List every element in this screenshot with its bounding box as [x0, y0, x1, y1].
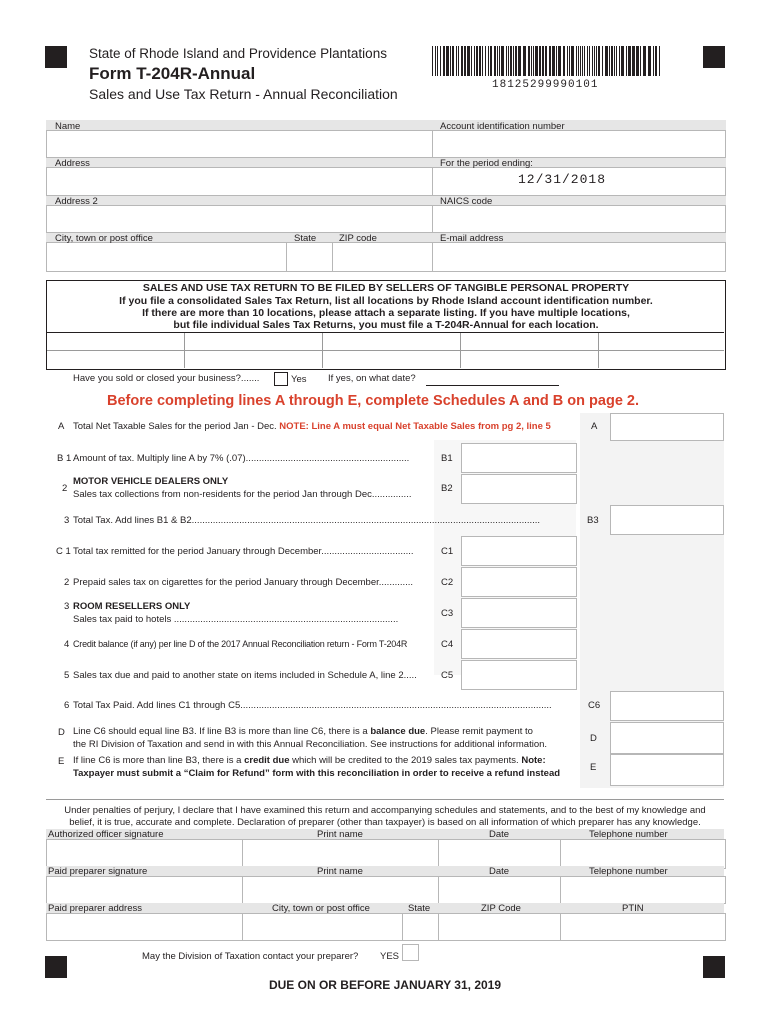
barcode-bar — [510, 46, 512, 76]
line-e-note-label: Note: — [521, 755, 546, 766]
barcode-bar — [621, 46, 624, 76]
line-c4-num: 4 — [64, 639, 70, 650]
barcode-bar — [545, 46, 547, 76]
line-c6-amount[interactable] — [610, 691, 724, 721]
closed-date-input[interactable] — [426, 385, 559, 386]
line-e-text-2: Taxpayer must submit a “Claim for Refund” form with this reconciliation in order to receive a refund instead — [73, 768, 561, 779]
instruction-banner: Before completing lines A through E, complete Schedules A and B on page 2. — [107, 393, 640, 409]
preparer-telephone-label: Telephone number — [589, 866, 668, 877]
line-e-amount[interactable] — [610, 754, 724, 786]
barcode-bar — [602, 46, 603, 76]
barcode-bar — [558, 46, 561, 76]
line-b1-text: Amount of tax. Multiply line A by 7% (.07).............................................................. — [73, 453, 410, 464]
state-label: State — [294, 233, 317, 244]
barcode-bar — [506, 46, 507, 76]
barcode-bar — [456, 46, 457, 76]
registration-mark-top-right — [703, 46, 725, 68]
barcode-bar — [578, 46, 579, 76]
locations-divider — [598, 333, 599, 368]
notice-line-4: but file individual Sales Tax Returns, you must file a T-204R-Annual for each location. — [173, 319, 599, 331]
barcode-bar — [580, 46, 581, 76]
line-b2-amount[interactable] — [461, 474, 577, 504]
barcode-bar — [443, 46, 445, 76]
line-d-text-1-start: Line C6 should equal line B3. If line B3 is more than line C6, there is a — [73, 726, 368, 737]
barcode-bar — [450, 46, 451, 76]
registration-mark-top-left — [45, 46, 67, 68]
barcode-bar — [531, 46, 532, 76]
line-c4-amount[interactable] — [461, 629, 577, 659]
location-cell[interactable] — [48, 334, 182, 349]
line-c2-text: Prepaid sales tax on cigarettes for the period January through December............. — [73, 577, 414, 588]
line-c3-num: 3 — [64, 601, 70, 612]
barcode-bar — [482, 46, 483, 76]
barcode-bar — [640, 46, 641, 76]
barcode-bar — [609, 46, 610, 76]
barcode-bar — [592, 46, 593, 76]
line-a-description: Total Net Taxable Sales for the period Jan - Dec. — [73, 421, 277, 432]
barcode-bar — [497, 46, 498, 76]
line-c2-amount[interactable] — [461, 567, 577, 597]
line-e-text-1-start: If line C6 is more than line B3, there is a — [73, 755, 242, 766]
line-e-text-1 — [73, 755, 546, 766]
barcode-number: 18125299990101 — [492, 79, 599, 91]
line-b2-num: 2 — [62, 483, 68, 494]
declaration-line-1: Under penalties of perjury, I declare that I have examined this return and accompanying schedules and statements, and to the best of my knowledge and — [64, 805, 706, 816]
line-c2-code: C2 — [441, 577, 454, 588]
barcode-bar — [458, 46, 459, 76]
line-b1-code: B1 — [441, 453, 453, 464]
line-d-text-2: the RI Division of Taxation and send in with this Annual Reconciliation. See instructions for additional information. — [73, 739, 548, 750]
barcode-bar — [653, 46, 654, 76]
barcode-bar — [582, 46, 583, 76]
barcode-bar — [432, 46, 433, 76]
preparer-city-label: City, town or post office — [272, 903, 370, 914]
address-field[interactable] — [46, 167, 434, 196]
preparer-ptin-field[interactable] — [560, 913, 726, 941]
barcode-bar — [528, 46, 530, 76]
preparer-city-field[interactable] — [242, 913, 404, 941]
line-b3-amount[interactable] — [610, 505, 724, 535]
date-label: Date — [489, 829, 510, 840]
barcode-bar — [552, 46, 555, 76]
barcode-bar — [476, 46, 478, 76]
barcode-bar — [446, 46, 449, 76]
preparer-telephone-field[interactable] — [560, 876, 726, 904]
locations-grid-mid — [47, 350, 724, 351]
line-c3-amount[interactable] — [461, 598, 577, 628]
preparer-state-label: State — [408, 903, 431, 914]
barcode-bar — [556, 46, 557, 76]
line-b2-title: MOTOR VEHICLE DEALERS ONLY — [73, 476, 229, 487]
barcode-bar — [535, 46, 538, 76]
locations-divider — [322, 333, 323, 368]
line-c2-num: 2 — [64, 577, 70, 588]
credit-due-label: credit due — [244, 755, 290, 766]
barcode-bar — [508, 46, 509, 76]
line-d-prefix: D — [58, 727, 65, 738]
line-c6-code: C6 — [588, 700, 601, 711]
barcode-bar — [614, 46, 615, 76]
line-e-code: E — [590, 762, 597, 773]
officer-telephone-field[interactable] — [560, 839, 726, 869]
line-c1-text: Total tax remitted for the period January through December................................... — [73, 546, 414, 557]
locations-divider — [460, 333, 461, 368]
barcode-bar — [611, 46, 613, 76]
preparer-signature-field[interactable] — [46, 876, 244, 904]
barcode-bar — [598, 46, 600, 76]
name-label: Name — [55, 121, 81, 132]
name-field[interactable] — [46, 130, 434, 158]
line-c5-text: Sales tax due and paid to another state on items included in Schedule A, line 2..... — [73, 670, 417, 681]
line-d-amount[interactable] — [610, 722, 724, 754]
barcode-bar — [518, 46, 521, 76]
barcode-bar — [499, 46, 500, 76]
notice-line-2: If you file a consolidated Sales Tax Return, list all locations by Rhode Island account identification number. — [119, 295, 653, 307]
contact-preparer-checkbox[interactable] — [402, 944, 419, 961]
preparer-state-field[interactable] — [402, 913, 440, 941]
preparer-address-label: Paid preparer address — [48, 903, 142, 914]
line-a-text — [73, 421, 551, 432]
registration-mark-bottom-left — [45, 956, 67, 978]
barcode-bar — [567, 46, 568, 76]
due-date: DUE ON OR BEFORE JANUARY 31, 2019 — [268, 978, 502, 992]
barcode-bar — [523, 46, 526, 76]
line-c4-text: Credit balance (if any) per line D of the 2017 Annual Reconciliation return - Form T-204R — [73, 639, 408, 649]
line-b1-amount[interactable] — [461, 443, 577, 473]
line-c3-text: Sales tax paid to hotels ..................................................................................... — [73, 614, 399, 625]
barcode-bar — [440, 46, 441, 76]
barcode-bar — [648, 46, 651, 76]
city-field[interactable] — [46, 242, 288, 272]
barcode-bar — [659, 46, 660, 76]
naics-label: NAICS code — [440, 196, 493, 207]
barcode-bar — [584, 46, 585, 76]
line-c3-title: ROOM RESELLERS ONLY — [73, 601, 191, 612]
address2-label: Address 2 — [55, 196, 98, 207]
barcode-bar — [461, 46, 463, 76]
print-name-label: Print name — [317, 829, 363, 840]
line-d-text-1 — [73, 726, 533, 737]
line-b-prefix: B 1 — [57, 453, 72, 464]
barcode-bar — [435, 46, 436, 76]
preparer-zip-field[interactable] — [438, 913, 562, 941]
barcode-bar — [513, 46, 514, 76]
line-d-text-1-end: . Please remit payment to — [425, 726, 533, 737]
line-c1-amount[interactable] — [461, 536, 577, 566]
barcode-bar — [619, 46, 620, 76]
line-b3-text: Total Tax. Add lines B1 & B2.................................................................................................................................... — [73, 515, 541, 526]
line-a-note: NOTE: Line A must equal Net Taxable Sales from pg 2, line 5 — [279, 421, 551, 432]
address2-field[interactable] — [46, 205, 434, 233]
locations-divider — [184, 333, 185, 368]
barcode-bar — [464, 46, 466, 76]
email-field[interactable] — [432, 242, 726, 272]
barcode-bar — [539, 46, 541, 76]
line-c5-code: C5 — [441, 670, 454, 681]
barcode-bar — [488, 46, 489, 76]
barcode-bar — [632, 46, 635, 76]
barcode-bar — [563, 46, 565, 76]
state-field[interactable] — [286, 242, 334, 272]
barcode-bar — [626, 46, 627, 76]
line-a-code: A — [591, 421, 598, 432]
form-subtitle: Sales and Use Tax Return - Annual Reconciliation — [89, 86, 398, 102]
barcode-bar — [437, 46, 438, 76]
barcode-bar — [494, 46, 496, 76]
state-name: State of Rhode Island and Providence Plantations — [89, 46, 387, 61]
form-title: Form T-204R-Annual — [89, 64, 256, 83]
zip-label: ZIP code — [339, 233, 377, 244]
telephone-label: Telephone number — [589, 829, 668, 840]
preparer-print-name-field[interactable] — [242, 876, 440, 904]
zip-field[interactable] — [332, 242, 434, 272]
contact-preparer-yes-label: YES — [380, 951, 400, 962]
barcode-bar — [643, 46, 646, 76]
period-label: For the period ending: — [440, 158, 533, 169]
preparer-zip-label: ZIP Code — [481, 903, 521, 914]
preparer-ptin-label: PTIN — [622, 903, 644, 914]
barcode-bar — [501, 46, 504, 76]
barcode-bar — [576, 46, 577, 76]
line-e-text-1-mid: which will be credited to the 2019 sales tax payments. — [292, 755, 519, 766]
period-value: 12/31/2018 — [518, 172, 607, 187]
barcode-bar — [549, 46, 551, 76]
line-b3-num: 3 — [64, 515, 70, 526]
declaration-line-2: belief, it is true, accurate and complete. Declaration of preparer (other than taxpayer) is based on all information of which preparer has any knowledge. — [69, 817, 701, 828]
officer-signature-label: Authorized officer signature — [48, 829, 164, 840]
barcode-bar — [452, 46, 454, 76]
preparer-print-name-label: Print name — [317, 866, 363, 877]
preparer-signature-label: Paid preparer signature — [48, 866, 148, 877]
barcode-bar — [515, 46, 517, 76]
line-e-prefix: E — [58, 756, 65, 767]
barcode-bar — [533, 46, 534, 76]
line-b3-code: B3 — [587, 515, 599, 526]
declaration-divider — [46, 799, 724, 800]
officer-print-name-field[interactable] — [242, 839, 440, 869]
barcode — [432, 46, 664, 76]
barcode-bar — [596, 46, 597, 76]
barcode-bar — [628, 46, 631, 76]
barcode-bar — [605, 46, 608, 76]
line-d-code: D — [590, 733, 597, 744]
line-c1-code: C1 — [441, 546, 454, 557]
barcode-bar — [467, 46, 470, 76]
locations-grid-top — [47, 332, 724, 333]
notice-line-1: SALES AND USE TAX RETURN TO BE FILED BY SELLERS OF TANGIBLE PERSONAL PROPERTY — [142, 282, 630, 294]
registration-mark-bottom-right — [703, 956, 725, 978]
account-label: Account identification number — [440, 121, 565, 132]
barcode-bar — [594, 46, 595, 76]
barcode-bar — [479, 46, 481, 76]
preparer-address-field[interactable] — [46, 913, 244, 941]
preparer-date-label: Date — [489, 866, 510, 877]
line-a-prefix: A — [58, 421, 65, 432]
barcode-bar — [587, 46, 588, 76]
line-c4-code: C4 — [441, 639, 454, 650]
business-closed-checkbox[interactable] — [274, 372, 288, 386]
barcode-bar — [571, 46, 574, 76]
business-closed-yes-label: Yes — [291, 374, 307, 385]
preparer-date-field[interactable] — [438, 876, 562, 904]
naics-field[interactable] — [432, 205, 726, 233]
barcode-bar — [542, 46, 544, 76]
email-label: E-mail address — [440, 233, 504, 244]
barcode-bar — [474, 46, 475, 76]
barcode-bar — [616, 46, 617, 76]
business-closed-question: Have you sold or closed your business?....... — [73, 373, 260, 384]
line-b2-text: Sales tax collections from non-residents for the period Jan through Dec............... — [73, 489, 412, 500]
line-a-amount[interactable] — [610, 413, 724, 441]
line-c6-num: 6 — [64, 700, 70, 711]
barcode-bar — [485, 46, 486, 76]
address-label: Address — [55, 158, 90, 169]
line-c3-code: C3 — [441, 608, 454, 619]
line-c-prefix: C 1 — [56, 546, 71, 557]
barcode-bar — [636, 46, 639, 76]
notice-line-3: If there are more than 10 locations, please attach a separate listing. If you have multiple locations, — [142, 307, 630, 319]
officer-date-field[interactable] — [438, 839, 562, 869]
barcode-bar — [490, 46, 492, 76]
closed-date-question: If yes, on what date? — [328, 373, 416, 384]
line-c5-amount[interactable] — [461, 660, 577, 690]
officer-signature-field[interactable] — [46, 839, 244, 869]
barcode-bar — [589, 46, 590, 76]
barcode-bar — [569, 46, 570, 76]
city-label: City, town or post office — [55, 233, 153, 244]
contact-preparer-question: May the Division of Taxation contact your preparer? — [142, 951, 359, 962]
barcode-bar — [471, 46, 472, 76]
line-b2-code: B2 — [441, 483, 453, 494]
line-c6-text: Total Tax Paid. Add lines C1 through C5...................................................................................................................... — [73, 700, 552, 711]
barcode-bar — [655, 46, 657, 76]
account-id-field[interactable] — [432, 130, 726, 158]
line-c5-num: 5 — [64, 670, 70, 681]
balance-due-label: balance due — [370, 726, 426, 737]
